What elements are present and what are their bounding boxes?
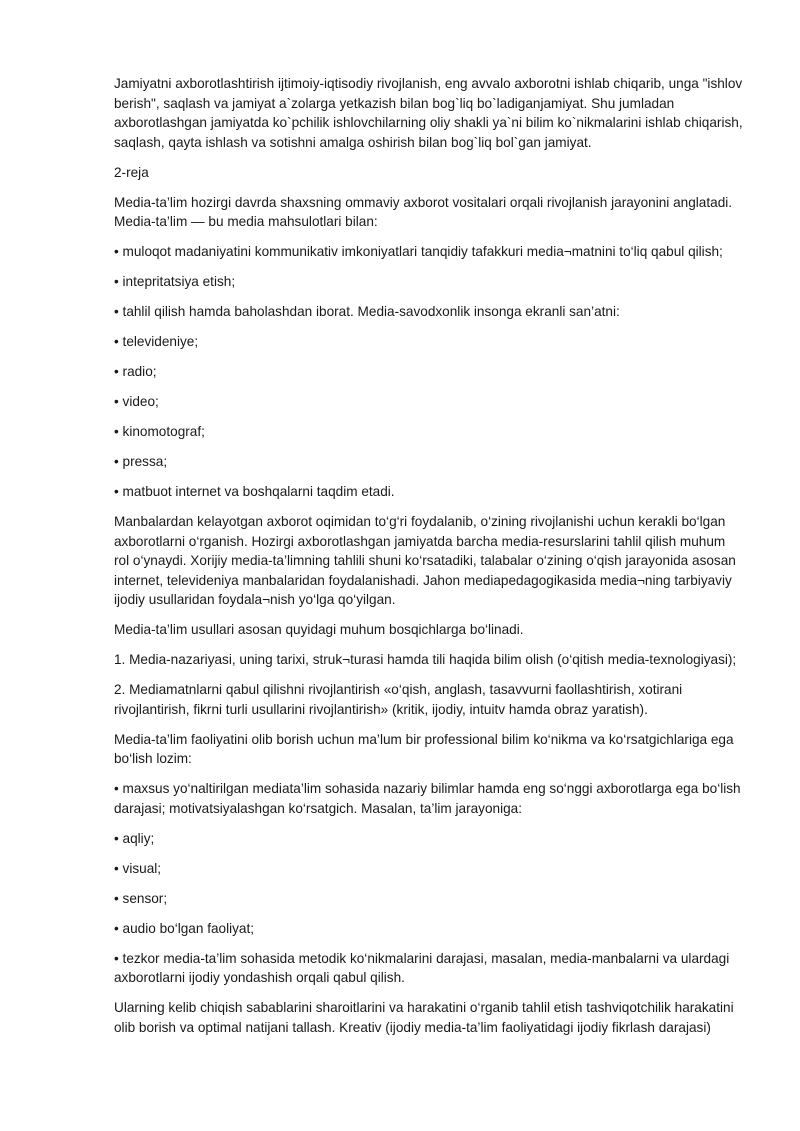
paragraph-faoliyati: Media-ta’lim faoliyatini olib borish uchun ma’lum bir professional bilim ko‘nikma va ko‘rsatgichlariga ega bo‘lish lozim: [114,731,734,766]
document-page [114,74,744,1048]
paragraph-ularning: Ularning kelib chiqish sabablarini sharoitlarini va harakatini o‘rganib tahlil etish tashviqotchilik harakatini olib borish va optimal natijani tallash. Kreativ (ijodiy media-ta’lim faoliyatidagi ijodiy fikrlash darajasi) [114,1000,734,1035]
paragraph-media-talim-definition: Media-ta’lim hozirgi davrda shaxsning ommaviy axborot vositalari orqali rivojlanish jarayonini anglatadi. Media-ta’lim — bu media mahsulotlari bilan: [114,194,733,229]
section-heading-2-reja: 2-reja [114,164,149,180]
bullet-item: • matbuot internet va boshqalarni taqdim etadi. [114,484,395,499]
bullet-item: • sensor; [114,890,168,906]
bullet-item: • kinomotograf; [114,424,205,439]
bullet-item: • intepritatsiya etish; [114,274,236,289]
numbered-item-1: 1. Media-nazariyasi, uning tarixi, struk¬turasi hamda tili haqida bilim olish (o‘qitish media-texnologiyasi); [114,652,737,667]
bullet-item: • maxsus yo‘naltirilgan mediata’lim sohasida nazariy bilimlar hamda eng so‘nggi axborotlarga ega bo‘lish darajasi; motivatsiyalashgan ko‘rsatgich. Masalan, ta’lim jarayoniga: [114,781,741,816]
bullet-item: • muloqot madaniyatini kommunikativ imkoniyatlari tanqidiy tafakkuri media¬matnini to‘liq qabul qilish; [114,244,723,259]
numbered-item-2: 2. Mediamatnlarni qabul qilishni rivojlantirish «o‘qish, anglash, tasavvurni faollashtirish, xotirani rivojlantirish, fikrni turli usullarini rivojlantirish» (kritik, ijodiy, intuitv hamda obraz yaratish). [114,682,683,717]
paragraph-intro: Jamiyatni axborotlashtirish ijtimoiy-iqtisodiy rivojlanish, eng avvalo axborotni ishlab chiqarib, unga "ishlov berish", saqlash va jamiyat a`zolarga yetkazish bilan bog`liq bo`ladiganjamiyat. Shu jumladan axborotlashgan jamiyatda ko`pchilik ishlovchilarning oliy shakli ya`ni bilim ko`nikmalarini ishlab chiqarish, saqlash, qayta ishlash va sotishni amalga oshirish bilan bog`liq bol`gan jamiyat. [114,76,743,150]
bullet-item: • tezkor media-ta’lim sohasida metodik ko‘nikmalarini darajasi, masalan, media-manbalarni va ulardagi axborotlarni ijodiy yondashish orqali qabul qilish. [114,950,730,985]
bullet-item: • radio; [114,364,157,379]
bullet-item: • audio bo‘lgan faoliyat; [114,920,255,936]
bullet-item: • tahlil qilish hamda baholashdan iborat. Media-savodxonlik insonga ekranli san’atni: [114,304,620,319]
bullet-item: • aqliy; [114,830,155,846]
bullet-item: • video; [114,394,159,409]
bullet-item: • visual; [114,860,162,876]
paragraph-usullari: Media-ta’lim usullari asosan quyidagi muhum bosqichlarga bo‘linadi. [114,622,524,637]
bullet-item: • televideniye; [114,334,199,349]
bullet-item: • pressa; [114,454,168,469]
paragraph-manbalardan: Manbalardan kelayotgan axborot oqimidan to‘g‘ri foydalanib, o‘zining rivojlanishi uchun kerakli bo‘lgan axborotlarni o‘rganish. Hozirgi axborotlashgan jamiyatda barcha media-resurslarini tahlil qilish muhum rol o‘ynaydi. Xorijiy media-ta’limning tahlili shuni ko‘rsatadiki, talabalar o‘zining o‘qish jarayonida asosan internet, televideniya manbalaridan foydalanishadi. Jahon mediapedagogikasida media¬ning tarbiyaviy ijodiy usullaridan foydala¬nish yo‘lga qo‘yilgan. [114,514,736,607]
